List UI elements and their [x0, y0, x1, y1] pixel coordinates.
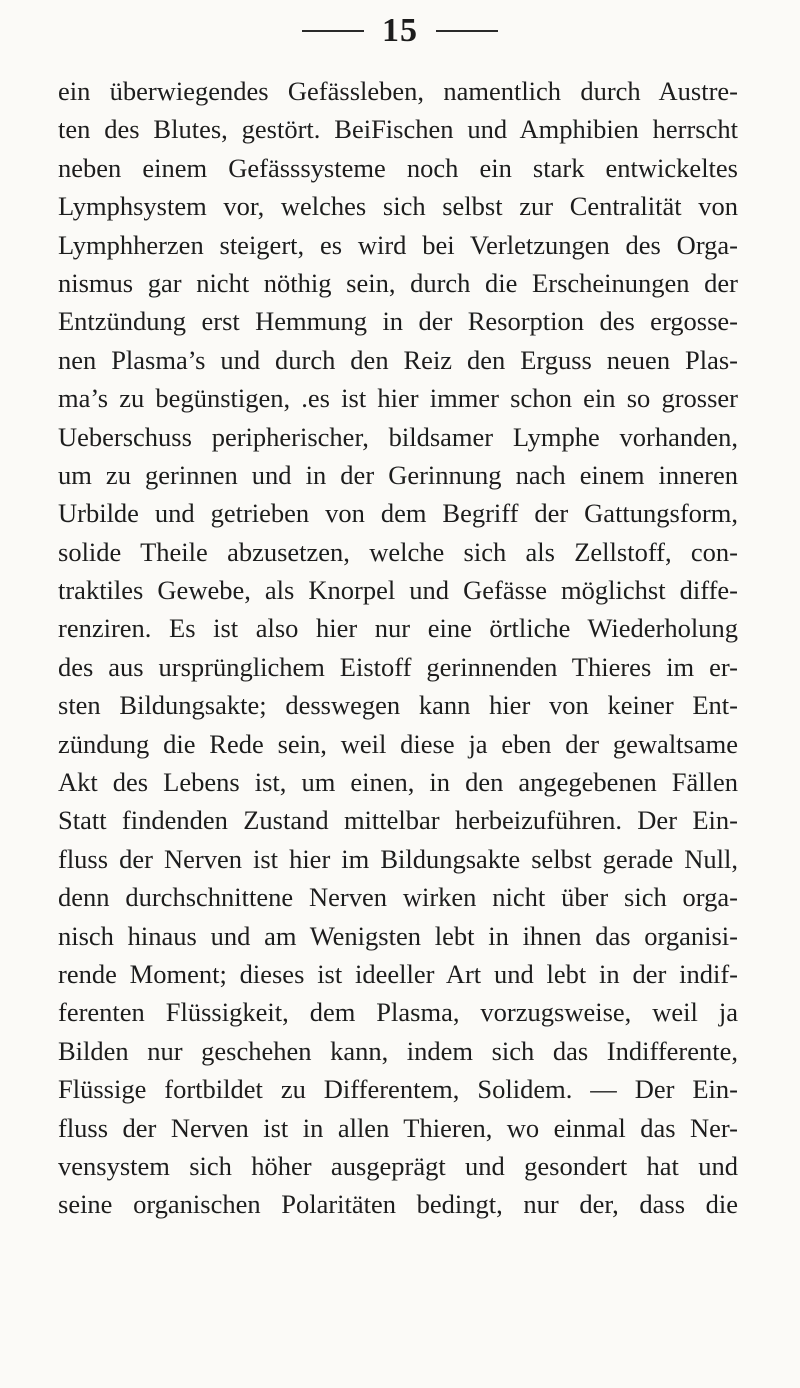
- text-line: Entzündung erst Hemmung in der Resorption des ergosse-: [58, 306, 738, 337]
- text-line: um zu gerinnen und in der Gerinnung nach einem inneren: [58, 459, 738, 490]
- text-line: fluss der Nerven ist hier im Bildungsakte selbst gerade Null,: [58, 843, 738, 874]
- body-text: [58, 72, 738, 1224]
- text-line: Bilden nur geschehen kann, indem sich das Indifferente,: [58, 1035, 738, 1066]
- text-line: rende Moment; dieses ist ideeller Art und lebt in der indif-: [58, 958, 738, 989]
- text-line: sten Bildungsakte; desswegen kann hier von keiner Ent-: [58, 690, 738, 721]
- text-line: des aus ursprünglichem Eistoff gerinnenden Thieres im er-: [58, 651, 738, 682]
- text-line: zündung die Rede sein, weil diese ja eben der gewaltsame: [58, 728, 738, 759]
- text-line: solide Theile abzusetzen, welche sich als Zellstoff, con-: [58, 536, 738, 567]
- text-line: ein überwiegendes Gefässleben, namentlich durch Austre-: [58, 76, 738, 106]
- text-line: Statt findenden Zustand mittelbar herbeizuführen. Der Ein-: [58, 805, 738, 836]
- text-line: Lymphsystem vor, welches sich selbst zur Centralität von: [58, 191, 738, 222]
- text-line: nen Plasma’s und durch den Reiz den Erguss neuen Plas-: [58, 344, 738, 375]
- text-line: ten des Blutes, gestört. BeiFischen und Amphibien herrscht: [58, 114, 738, 145]
- text-line: Lymphherzen steigert, es wird bei Verletzungen des Orga-: [58, 229, 738, 260]
- text-line: neben einem Gefässsysteme noch ein stark entwickeltes: [58, 152, 738, 183]
- header-rule-left: [302, 30, 364, 32]
- page-header: [0, 12, 800, 50]
- text-line: Akt des Lebens ist, um einen, in den angegebenen Fällen: [58, 767, 738, 798]
- text-line: renziren. Es ist also hier nur eine örtliche Wiederholung: [58, 613, 738, 644]
- text-line: seine organischen Polaritäten bedingt, nur der, dass die: [58, 1189, 738, 1220]
- text-line: nisch hinaus und am Wenigsten lebt in ihnen das organisi-: [58, 920, 738, 951]
- text-line: denn durchschnittene Nerven wirken nicht über sich orga-: [58, 882, 738, 913]
- text-line: fluss der Nerven ist in allen Thieren, wo einmal das Ner-: [58, 1112, 738, 1143]
- text-line: Ueberschuss peripherischer, bildsamer Lymphe vorhanden,: [58, 421, 738, 452]
- text-line: Flüssige fortbildet zu Differentem, Solidem. — Der Ein-: [58, 1074, 738, 1105]
- page-number: 15: [382, 12, 418, 49]
- text-line: Urbilde und getrieben von dem Begriff der Gattungsform,: [58, 498, 738, 529]
- header-rule-right: [436, 30, 498, 32]
- text-line: nismus gar nicht nöthig sein, durch die Erscheinungen der: [58, 267, 738, 298]
- text-line: ma’s zu begünstigen, .es ist hier immer schon ein so grosser: [58, 383, 738, 414]
- text-line: vensystem sich höher ausgeprägt und gesondert hat und: [58, 1150, 738, 1181]
- text-line: ferenten Flüssigkeit, dem Plasma, vorzugsweise, weil ja: [58, 997, 738, 1028]
- text-line: traktiles Gewebe, als Knorpel und Gefässe möglichst diffe-: [58, 575, 738, 606]
